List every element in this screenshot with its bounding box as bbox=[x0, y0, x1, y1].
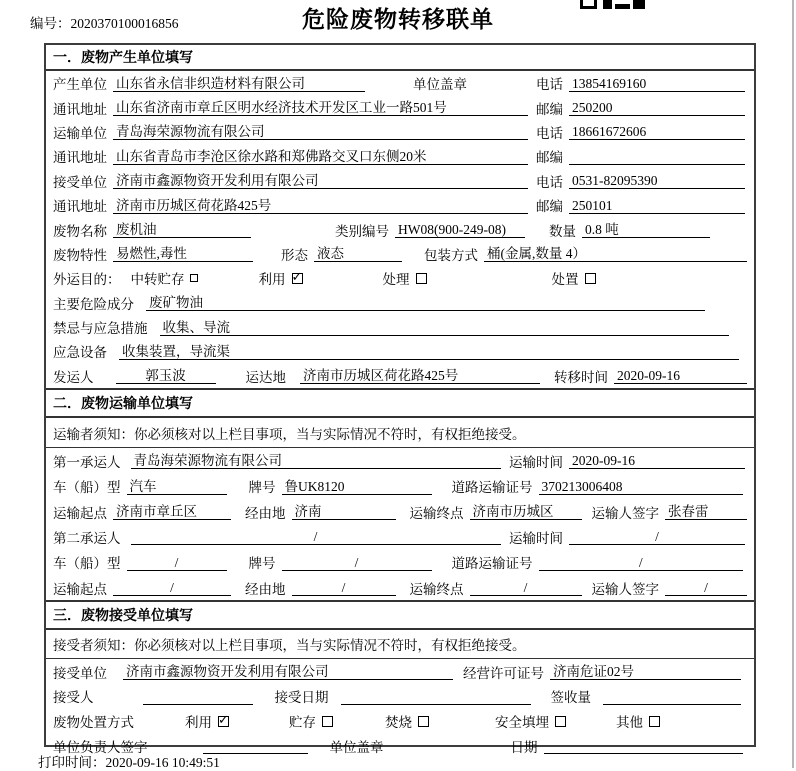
transporter-zip-value bbox=[569, 148, 745, 165]
receiver-row bbox=[46, 169, 754, 193]
disposal-option-landfill-label: 安全填埋 bbox=[495, 715, 549, 731]
disposal-option-other-label: 其他 bbox=[616, 715, 643, 731]
accept-unit-row bbox=[46, 659, 754, 684]
disposal-incinerate-checkbox bbox=[418, 716, 429, 727]
doc-number-value: 2020370100016856 bbox=[70, 16, 179, 31]
vehicle2-row bbox=[46, 550, 754, 575]
doc-number-label: 编号： bbox=[30, 16, 71, 31]
license-label: 经营许可证号 bbox=[463, 665, 544, 681]
emergency-value: 收集、导流 bbox=[160, 319, 730, 336]
route1-row bbox=[46, 499, 754, 524]
route2-row bbox=[46, 575, 754, 600]
destination-value: 济南市历城区荷花路425号 bbox=[300, 367, 540, 384]
use-checkbox bbox=[292, 273, 303, 284]
purpose-option-use bbox=[259, 268, 303, 288]
vehicle1-type-value: 汽车 bbox=[127, 478, 227, 495]
print-time-value: 2020-09-16 10:49:51 bbox=[105, 755, 220, 770]
receiver-label: 接受单位 bbox=[53, 174, 107, 190]
transporter-label: 运输单位 bbox=[53, 125, 107, 141]
route1-origin-label: 运输起点 bbox=[53, 505, 107, 521]
transporter-zip-label: 邮编 bbox=[536, 150, 563, 166]
disposal-option-use-label: 利用 bbox=[185, 715, 212, 731]
receiver-notice-row bbox=[46, 630, 754, 659]
receiver-address-label: 通讯地址 bbox=[53, 199, 107, 215]
waste-name-label: 废物名称 bbox=[53, 223, 107, 239]
disposal-option-landfill bbox=[495, 711, 566, 731]
producer-zip-value: 250200 bbox=[569, 99, 745, 116]
vehicle2-type-value: / bbox=[127, 554, 227, 571]
producer-phone-value: 13854169160 bbox=[569, 75, 745, 92]
disposal-option-store bbox=[289, 711, 333, 731]
waste-form-label: 形态 bbox=[281, 247, 308, 263]
accept-unit-value: 济南市鑫源物资开发利用有限公司 bbox=[123, 663, 453, 680]
qr-code-fragment-icon bbox=[578, 0, 652, 10]
transfer-time-value: 2020-09-16 bbox=[614, 367, 747, 384]
receiver-address-row bbox=[46, 193, 754, 217]
transporter-address-value: 山东省青岛市李沧区徐水路和郑佛路交叉口东侧20米 bbox=[113, 148, 528, 165]
waste-qty-value: 0.8 吨 bbox=[582, 221, 710, 238]
transporter-address-row bbox=[46, 144, 754, 168]
waste-name-value: 废机油 bbox=[113, 221, 251, 238]
page-right-edge bbox=[792, 0, 794, 768]
route1-via-label: 经由地 bbox=[245, 505, 286, 521]
carrier2-value: / bbox=[131, 528, 501, 545]
accept-unit-label: 接受单位 bbox=[53, 665, 107, 681]
vehicle1-plate-value: 鲁UK8120 bbox=[282, 478, 432, 495]
waste-name-row bbox=[46, 217, 754, 241]
receiver-phone-label: 电话 bbox=[536, 174, 563, 190]
route1-end-label: 运输终点 bbox=[409, 505, 464, 521]
producer-address-value: 山东省济南市章丘区明水经济技术开发区工业一路501号 bbox=[113, 99, 528, 116]
disposal-option-incinerate bbox=[385, 711, 429, 731]
section1-title: 一．废物产生单位填写 bbox=[46, 45, 754, 71]
vehicle1-cert-value: 370213006408 bbox=[539, 478, 744, 495]
accept-person-label: 接受人 bbox=[53, 690, 94, 706]
disposal-option-store-label: 贮存 bbox=[289, 715, 316, 731]
vehicle1-plate-label: 牌号 bbox=[248, 480, 276, 496]
sign-date-value bbox=[544, 737, 744, 754]
route2-via-label: 经由地 bbox=[245, 581, 286, 597]
vehicle2-plate-label: 牌号 bbox=[248, 556, 276, 572]
carrier2-label: 第二承运人 bbox=[53, 530, 121, 546]
route2-origin-value: / bbox=[113, 579, 231, 596]
carrier1-time-value: 2020-09-16 bbox=[569, 452, 745, 469]
waste-traits-value: 易燃性,毒性 bbox=[113, 245, 253, 262]
section3-title: 三．废物接受单位填写 bbox=[46, 600, 754, 630]
disposal-method-label: 废物处置方式 bbox=[53, 715, 134, 731]
emergency-row bbox=[46, 315, 754, 339]
carrier1-label: 第一承运人 bbox=[53, 454, 121, 470]
received-qty-value bbox=[603, 688, 741, 705]
disposal-option-other bbox=[616, 711, 660, 731]
route1-signature-value: 张春雷 bbox=[665, 503, 747, 520]
vehicle1-type-label: 车（船）型 bbox=[53, 480, 121, 496]
route2-origin-label: 运输起点 bbox=[53, 581, 107, 597]
hazard-value: 废矿物油 bbox=[146, 294, 705, 311]
emergency-label: 禁忌与应急措施 bbox=[53, 321, 148, 337]
disposal-method-row bbox=[46, 709, 754, 734]
disposal-option-use bbox=[185, 711, 229, 731]
route2-end-label: 运输终点 bbox=[409, 581, 464, 597]
receiver-zip-label: 邮编 bbox=[536, 199, 563, 215]
disposal-landfill-checkbox bbox=[555, 716, 566, 727]
route2-signature-label: 运输人签字 bbox=[591, 581, 659, 597]
carrier2-row bbox=[46, 524, 754, 549]
producer-address-row bbox=[46, 95, 754, 119]
transfer-time-label: 转移时间 bbox=[554, 369, 608, 385]
producer-row bbox=[46, 71, 754, 95]
seal-label: 单位盖章 bbox=[413, 77, 467, 93]
route2-via-value: / bbox=[292, 579, 396, 596]
receiver-zip-value: 250101 bbox=[569, 197, 745, 214]
route1-origin-value: 济南市章丘区 bbox=[113, 503, 231, 520]
transporter-notice-row bbox=[46, 418, 754, 448]
hazard-label: 主要危险成分 bbox=[53, 296, 134, 312]
disposal-other-checkbox bbox=[649, 716, 660, 727]
destination-label: 运达地 bbox=[245, 369, 286, 385]
carrier2-time-label: 运输时间 bbox=[509, 530, 563, 546]
sign-date-label: 日期 bbox=[510, 739, 538, 755]
waste-form-value: 液态 bbox=[314, 245, 402, 262]
packaging-value: 桶(金属,数量 4） bbox=[484, 245, 747, 262]
route2-signature-value: / bbox=[665, 579, 747, 596]
transporter-address-label: 通讯地址 bbox=[53, 150, 107, 166]
transporter-value: 青岛海荣源物流有限公司 bbox=[113, 123, 528, 140]
vehicle2-cert-value: / bbox=[539, 554, 744, 571]
transporter-phone-label: 电话 bbox=[536, 125, 563, 141]
packaging-label: 包装方式 bbox=[424, 247, 478, 263]
purpose-label: 外运目的： bbox=[53, 272, 121, 288]
accept-person-value bbox=[143, 688, 253, 705]
producer-value: 山东省永信非织造材料有限公司 bbox=[113, 75, 365, 92]
waste-traits-row bbox=[46, 242, 754, 266]
dispatcher-value: 郭玉波 bbox=[116, 367, 216, 384]
waste-traits-label: 废物特性 bbox=[53, 247, 107, 263]
disposal-use-checkbox bbox=[218, 716, 229, 727]
receiver-notice-text: 接受者须知：你必须核对以上栏目事项，当与实际情况不符时，有权拒绝接受。 bbox=[53, 638, 526, 654]
waste-category-label: 类别编号 bbox=[335, 223, 389, 239]
receiver-value: 济南市鑫源物资开发利用有限公司 bbox=[113, 172, 528, 189]
page-title: 危险废物转移联单 bbox=[302, 6, 494, 32]
carrier1-value: 青岛海荣源物流有限公司 bbox=[131, 452, 501, 469]
producer-address-label: 通讯地址 bbox=[53, 101, 107, 117]
purpose-option-transfer bbox=[131, 268, 198, 288]
treat-checkbox bbox=[416, 273, 427, 284]
purpose-row bbox=[46, 266, 754, 290]
route2-end-value: / bbox=[470, 579, 582, 596]
carrier2-time-value: / bbox=[569, 528, 745, 545]
equipment-label: 应急设备 bbox=[53, 345, 107, 361]
route1-signature-label: 运输人签字 bbox=[591, 505, 659, 521]
route1-via-value: 济南 bbox=[292, 503, 396, 520]
transporter-phone-value: 18661672606 bbox=[569, 123, 745, 140]
vehicle1-row bbox=[46, 473, 754, 498]
unit-seal-label: 单位盖章 bbox=[329, 739, 384, 755]
dispatcher-label: 发运人 bbox=[53, 369, 94, 385]
purpose-option-dispose-label: 处置 bbox=[551, 272, 579, 288]
purpose-option-use-label: 利用 bbox=[258, 272, 286, 288]
vehicle2-cert-label: 道路运输证号 bbox=[451, 556, 533, 572]
dispose-checkbox bbox=[585, 273, 596, 284]
carrier1-time-label: 运输时间 bbox=[509, 454, 563, 470]
disposal-option-incinerate-label: 焚烧 bbox=[385, 715, 412, 731]
manifest-form bbox=[44, 43, 756, 755]
dispatch-row bbox=[46, 364, 754, 388]
receiver-address-value: 济南市历城区荷花路425号 bbox=[113, 197, 528, 214]
accept-date-label: 接受日期 bbox=[274, 690, 329, 706]
carrier1-row bbox=[46, 448, 754, 473]
purpose-option-transfer-label: 中转贮存 bbox=[130, 272, 185, 288]
hazard-row bbox=[46, 291, 754, 315]
equipment-value: 收集装置，导流渠 bbox=[119, 343, 739, 360]
producer-zip-label: 邮编 bbox=[536, 101, 563, 117]
disposal-store-checkbox bbox=[322, 716, 333, 727]
producer-label: 产生单位 bbox=[53, 77, 107, 93]
producer-phone-label: 电话 bbox=[536, 77, 563, 93]
equipment-row bbox=[46, 339, 754, 363]
transfer-checkbox bbox=[190, 274, 198, 282]
waste-category-value: HW08(900-249-08) bbox=[395, 221, 525, 238]
route1-end-value: 济南市历城区 bbox=[470, 503, 582, 520]
transporter-notice-text: 运输者须知：你必须核对以上栏目事项，当与实际情况不符时，有权拒绝接受。 bbox=[53, 426, 526, 442]
print-time-label: 打印时间： bbox=[38, 755, 106, 770]
receiver-phone-value: 0531-82095390 bbox=[569, 172, 745, 189]
purpose-option-treat bbox=[383, 268, 427, 288]
received-qty-label: 签收量 bbox=[550, 690, 591, 706]
license-value: 济南危证02号 bbox=[550, 663, 741, 680]
purpose-option-treat-label: 处理 bbox=[382, 272, 410, 288]
responsible-sign-label: 单位负责人签字 bbox=[53, 739, 148, 755]
vehicle2-type-label: 车（船）型 bbox=[53, 556, 121, 572]
section2-title: 二．废物运输单位填写 bbox=[46, 388, 754, 418]
accept-person-row bbox=[46, 684, 754, 709]
transporter-row bbox=[46, 120, 754, 144]
waste-qty-label: 数量 bbox=[549, 223, 576, 239]
purpose-option-dispose bbox=[552, 268, 596, 288]
accept-date-value bbox=[341, 688, 531, 705]
vehicle1-cert-label: 道路运输证号 bbox=[451, 480, 533, 496]
vehicle2-plate-value: / bbox=[282, 554, 432, 571]
print-time bbox=[38, 751, 220, 771]
